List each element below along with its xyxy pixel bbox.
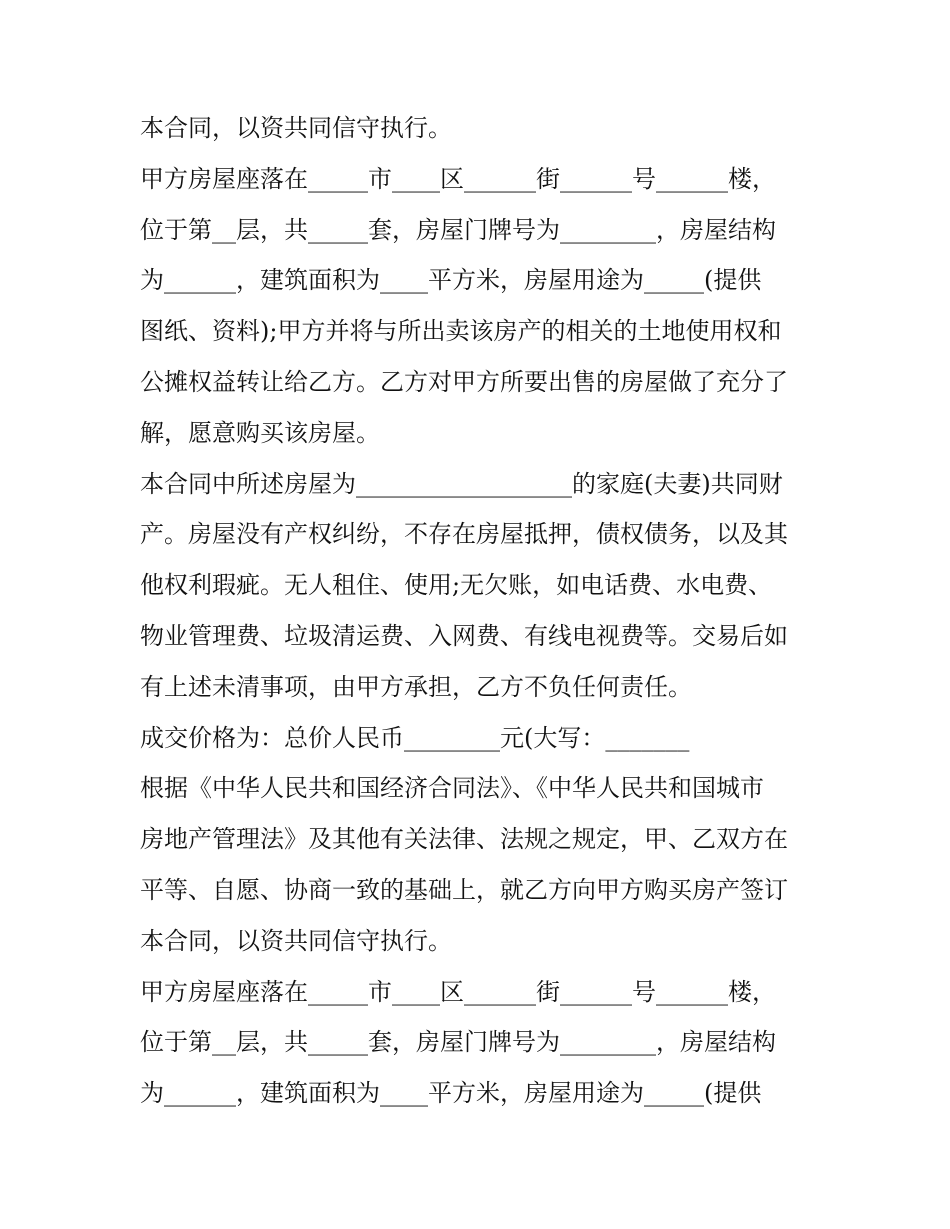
text-line: 公摊权益转让给乙方。乙方对甲方所要出售的房屋做了充分了: [140, 367, 788, 396]
text-line: 为______，建筑面积为____平方米，房屋用途为_____(提供: [140, 1079, 762, 1108]
text-line: 根据《中华人民共和国经济合同法》、《中华人民共和国城市: [140, 774, 764, 803]
text-line: 位于第__层，共_____套，房屋门牌号为________，房屋结构: [140, 215, 776, 244]
text-line: 图纸、资料);甲方并将与所出卖该房产的相关的土地使用权和: [140, 317, 782, 346]
text-line: 本合同中所述房屋为__________________的家庭(夫妻)共同财: [140, 469, 783, 498]
text-line: 他权利瑕疵。无人租住、使用;无欠账，如电话费、水电费、: [140, 571, 773, 600]
text-line: 甲方房屋座落在_____市____区______街______号______楼，: [140, 164, 776, 193]
text-line: 物业管理费、垃圾清运费、入网费、有线电视费等。交易后如: [140, 621, 788, 650]
text-line: 本合同，以资共同信守执行。: [140, 926, 452, 955]
contract-text-body: [140, 103, 830, 1119]
text-line: 有上述未清事项，由甲方承担，乙方不负任何责任。: [140, 672, 692, 701]
text-line: 平等、自愿、协商一致的基础上，就乙方向甲方购买房产签订: [140, 875, 788, 904]
text-line: 成交价格为：总价人民币________元(大写：_______: [140, 723, 690, 752]
text-line: 甲方房屋座落在_____市____区______街______号______楼，: [140, 977, 776, 1006]
text-line: 本合同，以资共同信守执行。: [140, 114, 452, 142]
text-line: 产。房屋没有产权纠纷，不存在房屋抵押，债权债务，以及其: [140, 520, 788, 549]
text-line: 房地产管理法》及其他有关法律、法规之规定，甲、乙双方在: [140, 825, 788, 854]
text-line: 位于第__层，共_____套，房屋门牌号为________，房屋结构: [140, 1028, 776, 1057]
text-line: 解，愿意购买该房屋。: [140, 418, 380, 447]
text-line: 为______，建筑面积为____平方米，房屋用途为_____(提供: [140, 266, 762, 295]
